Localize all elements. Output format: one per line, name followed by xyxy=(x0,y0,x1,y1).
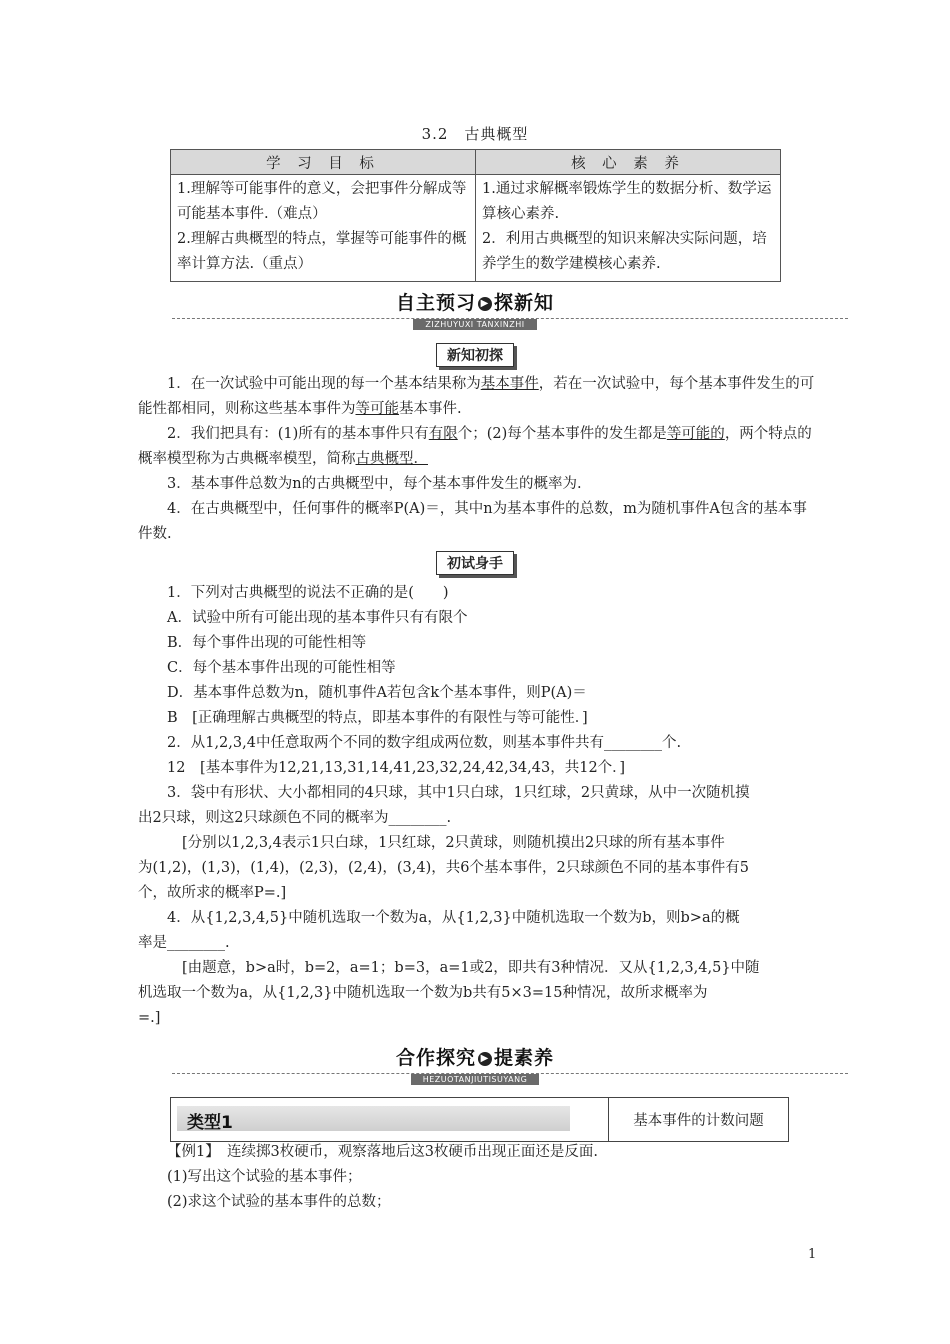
answer-4-line-2: 机选取一个数为a，从{1,2,3}中随机选取一个数为b共有5×3=15种情况，故所求概率为 xyxy=(138,985,708,1001)
knowledge-point-1: 1．在一次试验中可能出现的每一个基本结果称为基本事件，若在一次试验中，每个基本事件发生的可能性都相同，则称这些基本事件为等可能基本事件. xyxy=(138,376,815,417)
type-header-box xyxy=(170,1097,789,1142)
question-1: 1．下列对古典概型的说法不正确的是( ) xyxy=(167,585,449,601)
example-line-1: 【例1】 连续掷3枚硬币，观察落地后这3枚硬币出现正面还是反面. xyxy=(167,1144,599,1160)
answer-1: B [正确理解古典概型的特点，即基本事件的有限性与等可能性．] xyxy=(167,710,588,726)
option-a: A．试验中所有可能出现的基本事件只有有限个 xyxy=(167,610,468,626)
answer-2: 12 [基本事件为12,21,13,31,14,41,23,32,24,42,34,43，共12个．] xyxy=(167,760,626,776)
section-title-a: 合作探究 xyxy=(395,1047,476,1069)
knowledge-point-3: 3．基本事件总数为n的古典概型中，每个基本事件发生的概率为. xyxy=(167,476,582,492)
divider xyxy=(172,1073,848,1074)
answer-3-line-3: 个，故所求的概率P=.] xyxy=(138,885,287,901)
option-d: D．基本事件总数为n，随机事件A若包含k个基本事件，则P(A)＝ xyxy=(167,685,587,701)
knowledge-point-4: 4．在古典概型中，任何事件的概率P(A)＝，其中n为基本事件的总数，m为随机事件A包含的基本事件数. xyxy=(138,501,807,542)
section-title-b: 提素养 xyxy=(494,1047,555,1069)
answer-fill: 等可能 xyxy=(355,401,399,417)
answer-fill: 基本事件 xyxy=(480,376,539,392)
answer-3-line-2: 为(1,2)，(1,3)，(1,4)，(2,3)，(2,4)，(3,4)，共6个基本事件，2只球颜色不同的基本事件有5 xyxy=(138,860,749,876)
goals-header: 学 习 目 标 xyxy=(171,150,476,175)
page-number: 1 xyxy=(808,1247,817,1262)
competency-cell xyxy=(476,175,781,282)
competency-header: 核 心 素 养 xyxy=(476,150,781,175)
subheading-try: 初试身手 xyxy=(0,551,950,575)
answer-fill: 古典概型． xyxy=(355,451,428,467)
type-topic: 基本事件的计数问题 xyxy=(633,1113,764,1129)
answer-fill: 有限 xyxy=(428,426,458,442)
arrow-icon: ▶ xyxy=(478,1052,492,1066)
option-c: C．每个基本事件出现的可能性相等 xyxy=(167,660,396,676)
answer-4-line-1: [由题意，b>a时，b=2，a=1；b=3，a=1或2，即共有3种情况．又从{1,2,3,4,5}中随 xyxy=(182,960,760,976)
section-banner-preview xyxy=(0,288,950,331)
answer-fill: 等可能的 xyxy=(666,426,725,442)
arrow-icon: ▶ xyxy=(478,297,492,311)
competency-item: 2．利用古典概型的知识来解决实际问题，培养学生的数学建模核心素养. xyxy=(482,231,767,272)
goals-table xyxy=(170,149,781,282)
question-4-line-1: 4．从{1,2,3,4,5}中随机选取一个数为a，从{1,2,3}中随机选取一个数为b，则b>a的概 xyxy=(167,910,740,926)
section-subtitle: ZIZHUYUXI TANXINZHI xyxy=(413,319,536,330)
knowledge-point-2: 2．我们把具有：(1)所有的基本事件只有有限个；(2)每个基本事件的发生都是等可能的，两个特点的概率模型称为古典概率模型，简称古典概型． xyxy=(138,426,812,467)
section-title-b: 探新知 xyxy=(494,292,555,314)
type-label: 类型1 xyxy=(187,1113,233,1133)
option-b: B．每个事件出现的可能性相等 xyxy=(167,635,367,651)
goal-item: 2.理解古典概型的特点，掌握等可能事件的概率计算方法.（重点） xyxy=(177,231,467,272)
question-4-line-2: 率是________. xyxy=(138,935,230,951)
goal-item: 1.理解等可能事件的意义，会把事件分解成等可能基本事件.（难点） xyxy=(177,181,467,222)
answer-3-line-1: [分别以1,2,3,4表示1只白球，1只红球，2只黄球，则随机摸出2只球的所有基本事件 xyxy=(182,835,725,851)
section-banner-explore xyxy=(0,1043,950,1086)
type-label-bar xyxy=(177,1106,570,1131)
section-title-a: 自主预习 xyxy=(395,292,476,314)
divider xyxy=(172,318,848,319)
question-2: 2．从1,2,3,4中任意取两个不同的数字组成两位数，则基本事件共有________个. xyxy=(167,735,682,751)
question-3-line-2: 出2只球，则这2只球颜色不同的概率为________. xyxy=(138,810,452,826)
answer-4-line-3: =.] xyxy=(138,1010,161,1026)
example-line-3: (2)求这个试验的基本事件的总数； xyxy=(167,1194,391,1210)
question-3-line-1: 3．袋中有形状、大小都相同的4只球，其中1只白球，1只红球，2只黄球，从中一次随机摸 xyxy=(167,785,750,801)
page-title: 3.2 古典概型 xyxy=(421,125,529,143)
competency-item: 1.通过求解概率锻炼学生的数据分析、数学运算核心素养. xyxy=(482,181,772,222)
section-subtitle: HEZUOTANJIUTISUYANG xyxy=(411,1074,540,1085)
example-line-2: (1)写出这个试验的基本事件； xyxy=(167,1169,362,1185)
subheading-new-knowledge: 新知初探 xyxy=(0,343,950,367)
goals-cell xyxy=(171,175,476,282)
